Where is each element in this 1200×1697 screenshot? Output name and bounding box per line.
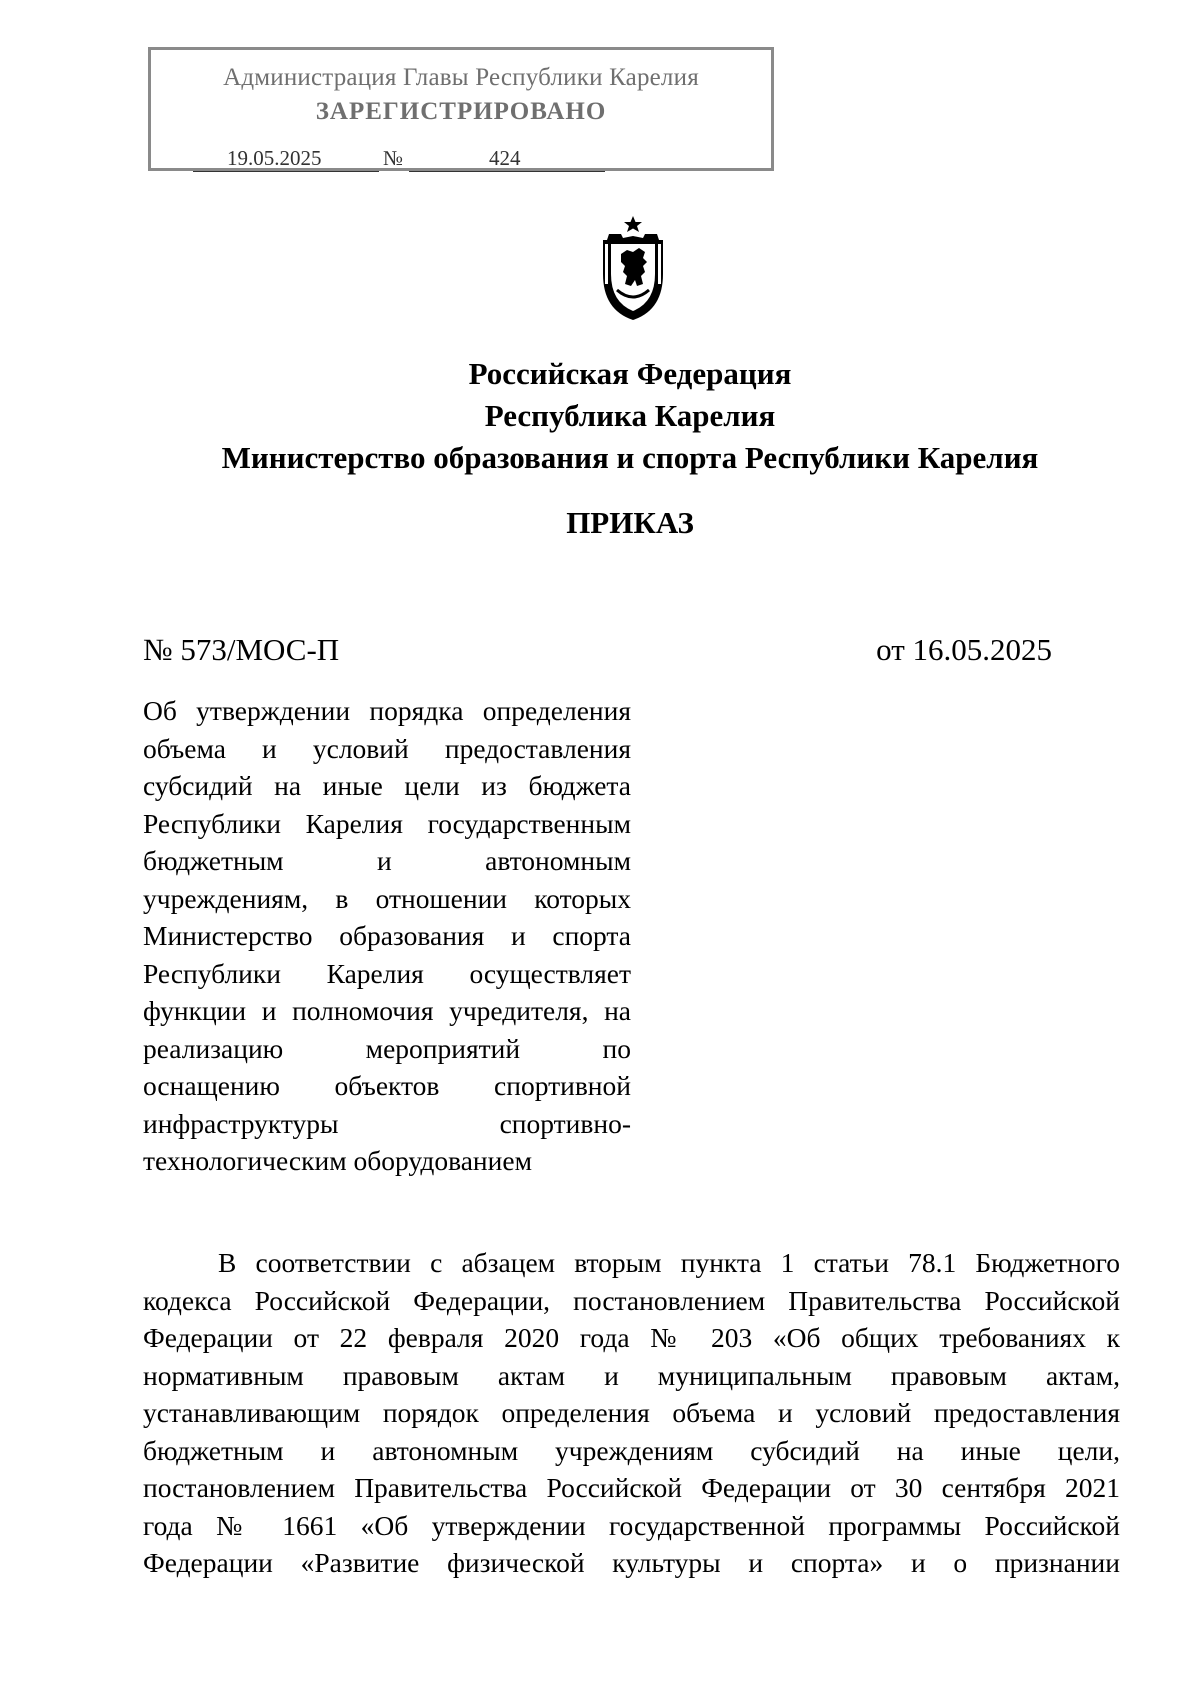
subject-line: оснащению объектов спортивной [143, 1070, 631, 1101]
subject-line: реализацию мероприятий по [143, 1032, 631, 1064]
body-line: Федерации от 22 февраля 2020 года № 203 «Об общих требованиях к [143, 1322, 1120, 1353]
stamp-date-underline [193, 171, 379, 172]
document-type: ПРИКАЗ [566, 505, 694, 540]
order-subject [143, 692, 631, 1180]
subject-line: Министерство образования и спорта [143, 920, 631, 951]
order-date: от 16.05.2025 [876, 632, 1052, 667]
subject-line: объема и условий предоставления [143, 732, 631, 764]
subject-line: Об утверждении порядка определения [143, 695, 631, 726]
body-line: нормативным правовым актам и муниципальным правовым актам, [143, 1359, 1120, 1391]
body-line: В соответствии с абзацем вторым пункта 1 статьи 78.1 Бюджетного [218, 1247, 1120, 1278]
stamp-date: 19.05.2025 [227, 146, 322, 170]
body-line: устанавливающим порядок определения объема и условий предоставления [143, 1397, 1120, 1428]
order-number: № 573/МОС-П [143, 632, 340, 667]
subject-line: бюджетным и автономным [143, 845, 631, 876]
body-line: бюджетным и автономным учреждениям субсидий на иные цели, [143, 1434, 1120, 1466]
country-name: Российская Федерация [468, 356, 792, 391]
stamp-number-sign: № [383, 146, 404, 170]
karelia-coat-of-arms-icon [587, 214, 679, 324]
subject-line: инфраструктуры спортивно- [143, 1107, 631, 1139]
subject-line: Республики Карелия осуществляет [143, 957, 631, 989]
subject-line: функции и полномочия учредителя, на [143, 995, 631, 1026]
stamp-authority: Администрация Главы Республики Карелия [223, 64, 699, 91]
body-line: года № 1661 «Об утверждении государственной программы Российской [143, 1509, 1120, 1541]
republic-name: Республика Карелия [484, 398, 776, 433]
subject-line: субсидий на иные цели из бюджета [143, 770, 631, 801]
subject-line: технологическим оборудованием [143, 1145, 532, 1176]
ministry-name: Министерство образования и спорта Республики Карелия [221, 440, 1039, 475]
stamp-number-underline [409, 171, 605, 172]
order-body-paragraph [143, 1244, 1120, 1582]
stamp-number: 424 [489, 146, 521, 170]
body-line: постановлением Правительства Российской Федерации от 30 сентября 2021 [143, 1472, 1120, 1503]
stamp-status: ЗАРЕГИСТРИРОВАНО [315, 98, 607, 125]
body-line: кодекса Российской Федерации, постановлением Правительства Российской [143, 1284, 1120, 1316]
registration-stamp [148, 47, 774, 171]
body-line: Федерации «Развитие физической культуры и спорта» и о признании [143, 1547, 1120, 1578]
subject-line: учреждениям, в отношении которых [143, 882, 631, 914]
subject-line: Республики Карелия государственным [143, 807, 631, 839]
